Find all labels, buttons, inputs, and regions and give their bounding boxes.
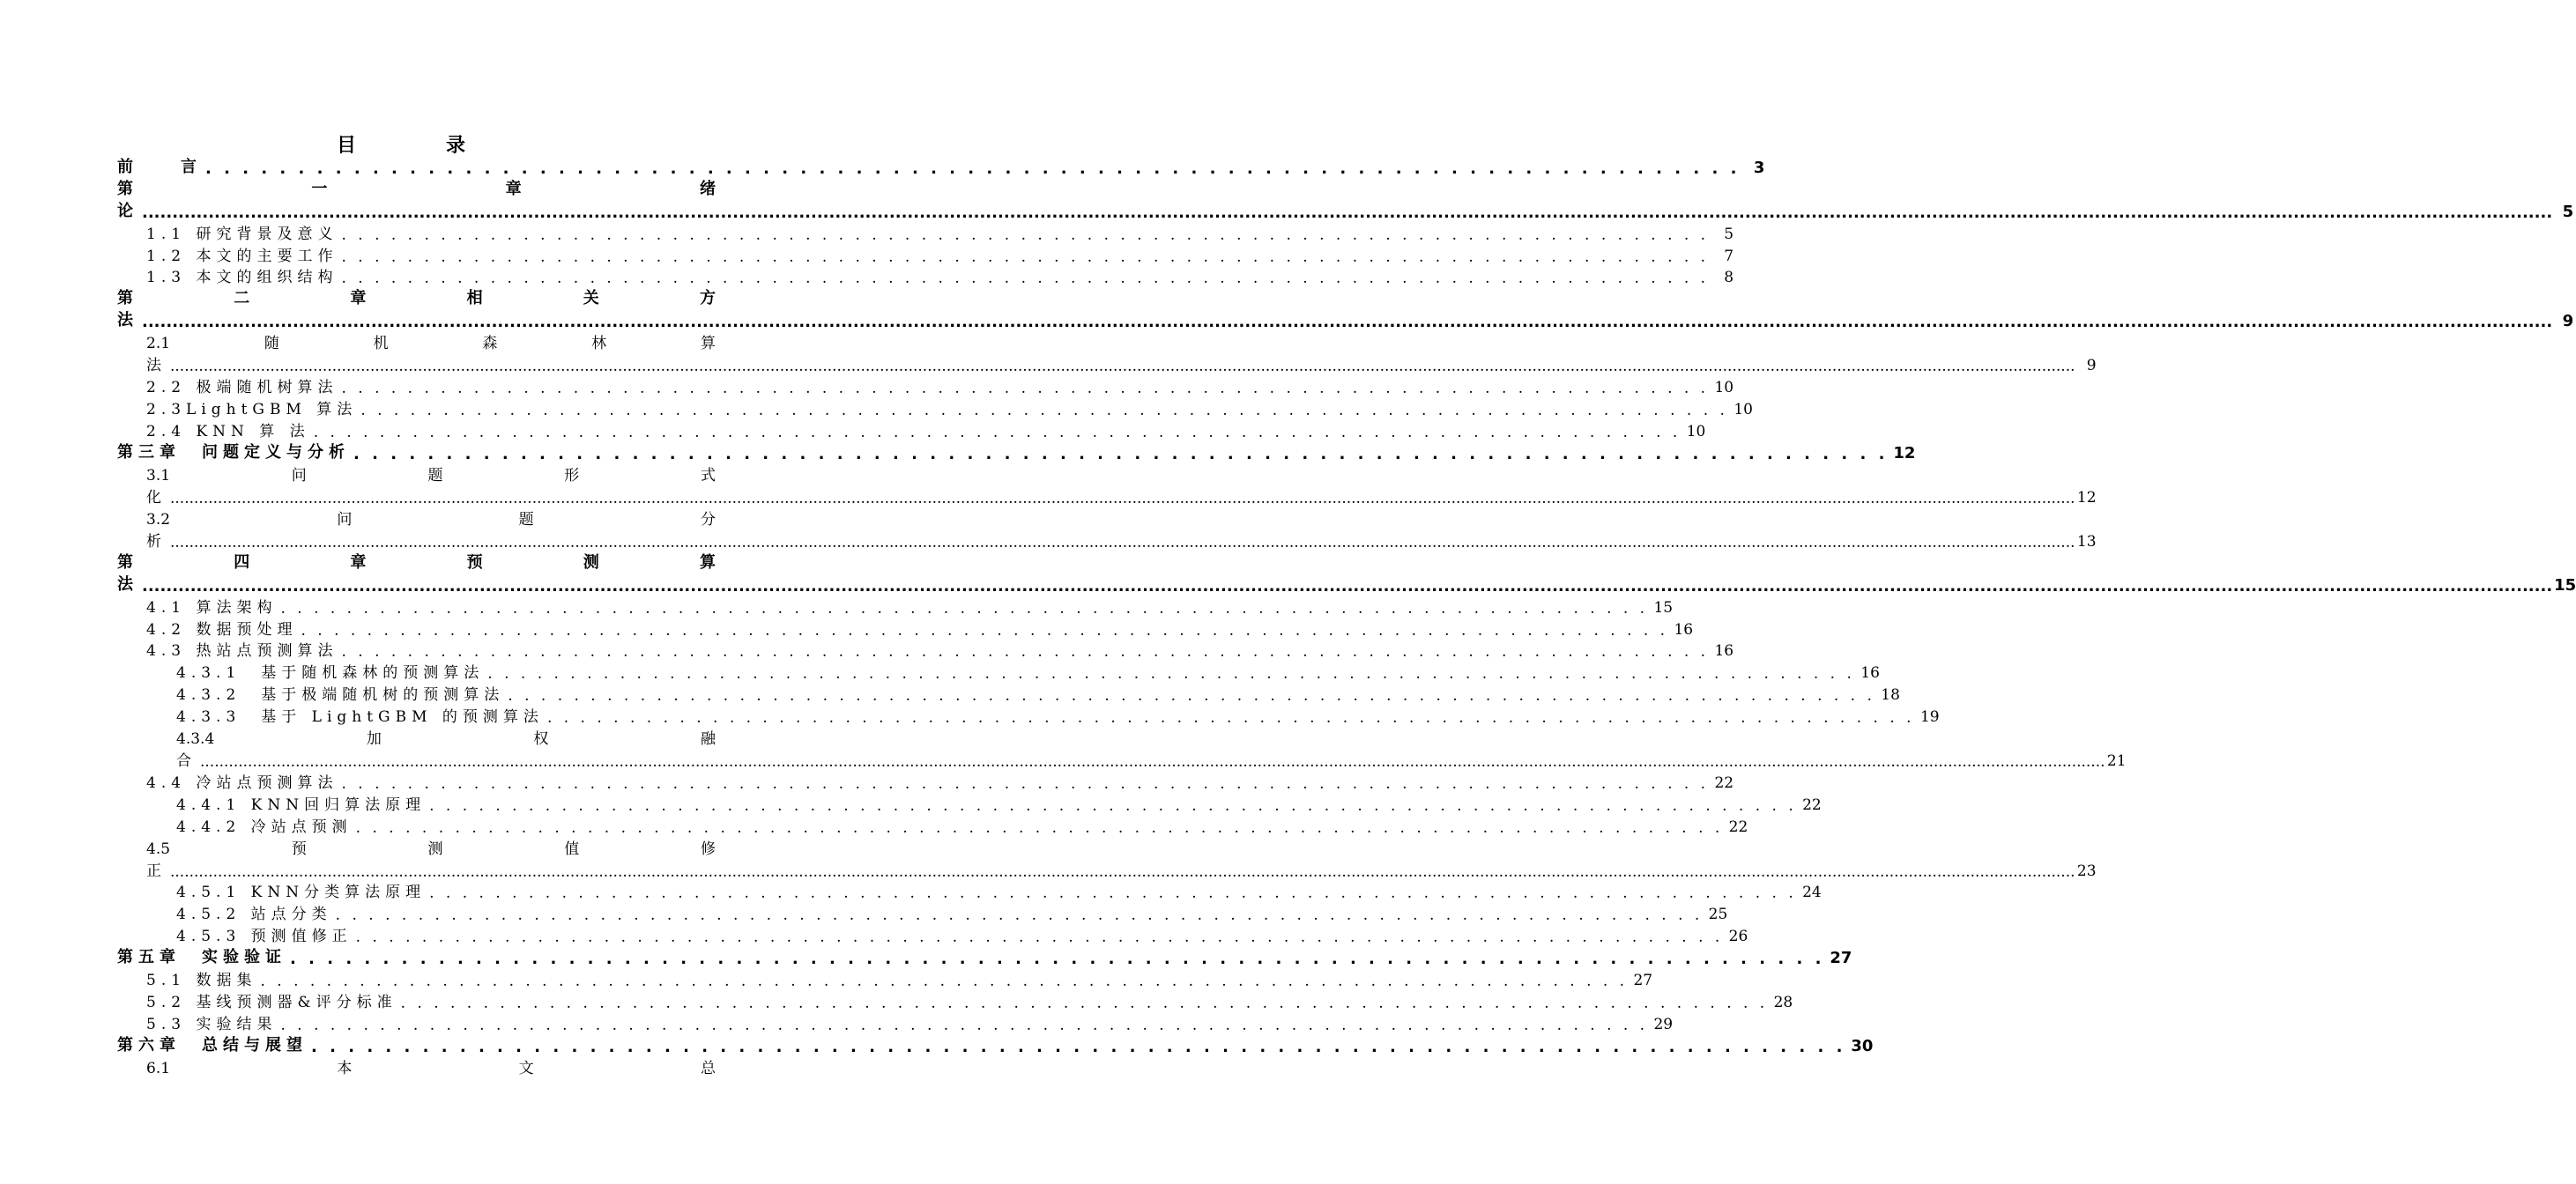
dot-leader: . . . . . . . . . . . . . . . . . . . . . . . . . . . . . . . . . . . . . . . . . . . . . . . . . . . . . . . . . . . . . . . . . . . . . . . . . . . . . . . . . . . (341, 643, 1710, 661)
dot-leader: . . . . . . . . . . . . . . . . . . . . . . . . . . . . . . . . . . . . . . . . . . . . . . . . . . . . . . . . . . . . . . . . . . . . . . . . . . . . . . . . . . . (353, 445, 1889, 463)
toc-page-number: 30 (1851, 1037, 1874, 1055)
dot-leader: . . . . . . . . . . . . . . . . . . . . . . . . . . . . . . . . . . . . . . . . . . . . . . . . . . . . . . . . . . . . . . . . . . . . . . . . . . . . . . . . . . . (341, 775, 1710, 793)
toc-entry[interactable] (146, 374, 1734, 397)
toc-entry-label-part: 章 (350, 553, 367, 572)
toc-entry-continuation[interactable] (117, 308, 2574, 331)
toc-entry-label: 2.3LightGBM 算法 (146, 401, 358, 418)
dot-leader: ................................................................................................................................................................................................................................................................................................................................................................................................................ (170, 490, 2075, 507)
toc-entry-label-part: 算 (700, 335, 716, 352)
dot-leader: . . . . . . . . . . . . . . . . . . . . . . . . . . . . . . . . . . . . . . . . . . . . . . . . . . . . . . . . . . . . . . . . . . . . . . . . . . . . . . . . . . . (360, 402, 1728, 419)
dot-leader: . . . . . . . . . . . . . . . . . . . . . . . . . . . . . . . . . . . . . . . . . . . . . . . . . . . . . . . . . . . . . . . . . . . . . . . . . . . . . . . . . . . (341, 270, 1710, 287)
toc-entry[interactable] (146, 330, 716, 352)
dot-leader: ................................................................................................................................................................................................................................................................................................................................................................................................................ (142, 204, 2553, 222)
toc-entry[interactable] (146, 595, 1674, 618)
toc-entry-label: 4.5.3 预测值修正 (176, 928, 353, 945)
toc-entry-label: 合 (176, 752, 197, 770)
toc-page-number: 16 (1674, 621, 1694, 639)
toc-page-number: 16 (1860, 664, 1880, 682)
toc-entry-label: 4.5.2 站点分类 (176, 906, 332, 923)
toc-entry-label-part: 章 (505, 180, 522, 198)
toc-entry-label-part: 分 (700, 511, 716, 529)
toc-entry-continuation[interactable] (146, 529, 2097, 551)
toc-entry[interactable] (146, 967, 1653, 990)
dot-leader: . . . . . . . . . . . . . . . . . . . . . . . . . . . . . . . . . . . . . . . . . . . . . . . . . . . . . . . . . . . . . . . . . . . . . . . . . . . . . . . . . . . (313, 424, 1681, 441)
toc-page-number: 15 (1653, 599, 1674, 617)
toc-page-number: 24 (1802, 884, 1822, 901)
toc-entry[interactable] (146, 989, 1793, 1012)
toc-entry-label: 4.4 冷站点预测算法 (146, 774, 338, 792)
toc-entry[interactable] (176, 726, 716, 748)
toc-page-number: 10 (1714, 379, 1734, 396)
toc-entry[interactable] (117, 551, 716, 573)
toc-entry-label: 化 (146, 489, 167, 507)
toc-entry-label-part: 一 (311, 180, 328, 198)
toc-page-number: 26 (1728, 928, 1748, 945)
toc-entry-label: 1.3 本文的组织结构 (146, 269, 338, 286)
toc-entry-label-part: 题 (518, 511, 534, 529)
toc-entry-label: 4.3.2 基于极端随机树的预测算法 (176, 686, 505, 704)
toc-entry-label: 5.2 基线预测器&评分标准 (146, 994, 397, 1011)
toc-entry-label: 法 (117, 311, 138, 329)
toc-entry-label-part: 章 (350, 289, 367, 307)
toc-page-number: 10 (1686, 423, 1706, 440)
toc-entry-label-part: 题 (427, 467, 443, 485)
toc-entry[interactable] (176, 879, 1822, 902)
toc-entry-label: 前 言 (117, 158, 202, 176)
toc-entry-label-part: 绪 (699, 180, 716, 198)
toc-page-number: 15 (2554, 576, 2576, 595)
toc-entry-label-part: 总 (700, 1060, 716, 1077)
dot-leader: . . . . . . . . . . . . . . . . . . . . . . . . . . . . . . . . . . . . . . . . . . . . . . . . . . . . . . . . . . . . . . . . . . . . . . . . . . . . . . . . . . . (260, 973, 1629, 990)
dot-leader: . . . . . . . . . . . . . . . . . . . . . . . . . . . . . . . . . . . . . . . . . . . . . . . . . . . . . . . . . . . . . . . . . . . . . . . . . . . . . . . . . . . (280, 600, 1649, 618)
toc-entry[interactable] (146, 418, 1706, 441)
toc-entry-label-part: 形 (564, 467, 580, 485)
toc-page-number: 9 (2086, 357, 2097, 374)
dot-leader: . . . . . . . . . . . . . . . . . . . . . . . . . . . . . . . . . . . . . . . . . . . . . . . . . . . . . . . . . . . . . . . . . . . . . . . . . . . . . . . . . . . (311, 1038, 1846, 1056)
toc-entry-label-part: 关 (583, 289, 599, 307)
toc-entry-label-part: 第 (117, 180, 133, 198)
dot-leader: . . . . . . . . . . . . . . . . . . . . . . . . . . . . . . . . . . . . . . . . . . . . . . . . . . . . . . . . . . . . . . . . . . . . . . . . . . . . . . . . . . . (429, 797, 1797, 815)
toc-entry-label-part: 问 (337, 511, 353, 529)
toc-entry[interactable] (176, 704, 1940, 727)
toc-entry-label: 4.3.3 基于 LightGBM 的预测算法 (176, 708, 544, 726)
toc-page-number: 18 (1881, 686, 1900, 704)
toc-page-number: 7 (1724, 248, 1734, 265)
toc-entry[interactable] (146, 221, 1734, 244)
toc-entry[interactable] (176, 814, 1748, 837)
toc-page-number: 19 (1919, 708, 1940, 726)
toc-title: 目 录 (336, 135, 501, 157)
toc-entry-label-part: 权 (533, 730, 549, 748)
toc-page-number: 27 (1830, 949, 1852, 967)
toc-entry-label: 4.4.1 KNN回归算法原理 (176, 796, 427, 814)
toc-entry[interactable] (146, 243, 1734, 266)
toc-entry-continuation[interactable] (146, 485, 2097, 507)
toc-entry[interactable] (117, 1033, 1874, 1056)
toc-page-number: 8 (1724, 269, 1734, 286)
toc-entry-label: 析 (146, 533, 167, 551)
dot-leader: . . . . . . . . . . . . . . . . . . . . . . . . . . . . . . . . . . . . . . . . . . . . . . . . . . . . . . . . . . . . . . . . . . . . . . . . . . . . . . . . . . . (335, 906, 1704, 924)
dot-leader: . . . . . . . . . . . . . . . . . . . . . . . . . . . . . . . . . . . . . . . . . . . . . . . . . . . . . . . . . . . . . . . . . . . . . . . . . . . . . . . . . . . (301, 622, 1669, 640)
toc-entry-label: 第六章 总结与展望 (117, 1036, 308, 1054)
toc-entry-continuation[interactable] (176, 748, 2127, 771)
toc-entry[interactable] (146, 1055, 716, 1077)
toc-entry-label-part: 随 (264, 335, 279, 352)
dot-leader: . . . . . . . . . . . . . . . . . . . . . . . . . . . . . . . . . . . . . . . . . . . . . . . . . . . . . . . . . . . . . . . . . . . . . . . . . . . . . . . . . . . (355, 929, 1724, 946)
toc-entry-label: 2.2 极端随机树算法 (146, 379, 338, 396)
toc-entry-label: 5.1 数据集 (146, 972, 257, 989)
toc-entry-label-part: 机 (373, 335, 389, 352)
toc-entry-label-part: 森 (482, 335, 498, 352)
toc-entry[interactable] (146, 770, 1734, 793)
toc-page-number: 29 (1653, 1016, 1674, 1033)
toc-entry-label: 1.1 研究背景及意义 (146, 226, 338, 243)
toc-entry-label: 1.2 本文的主要工作 (146, 248, 338, 265)
dot-leader: . . . . . . . . . . . . . . . . . . . . . . . . . . . . . . . . . . . . . . . . . . . . . . . . . . . . . . . . . . . . . . . . . . . . . . . . . . . . . . . . . . . (205, 159, 1741, 178)
dot-leader: . . . . . . . . . . . . . . . . . . . . . . . . . . . . . . . . . . . . . . . . . . . . . . . . . . . . . . . . . . . . . . . . . . . . . . . . . . . . . . . . . . . (508, 687, 1875, 705)
toc-entry-continuation[interactable] (146, 858, 2097, 881)
dot-leader: . . . . . . . . . . . . . . . . . . . . . . . . . . . . . . . . . . . . . . . . . . . . . . . . . . . . . . . . . . . . . . . . . . . . . . . . . . . . . . . . . . . (290, 950, 1825, 968)
dot-leader: ................................................................................................................................................................................................................................................................................................................................................................................................................ (142, 313, 2553, 331)
toc-entry-label-part: 四 (234, 553, 250, 572)
dot-leader: . . . . . . . . . . . . . . . . . . . . . . . . . . . . . . . . . . . . . . . . . . . . . . . . . . . . . . . . . . . . . . . . . . . . . . . . . . . . . . . . . . . (341, 380, 1710, 397)
toc-entry-label-part: 方 (699, 289, 716, 307)
toc-entry[interactable] (176, 901, 1728, 924)
toc-page-number: 22 (1802, 796, 1822, 814)
toc-entry-label: 法 (117, 575, 138, 594)
toc-page-number: 28 (1773, 994, 1793, 1011)
toc-page-number: 3 (1753, 159, 1765, 177)
toc-page-number: 23 (2076, 862, 2097, 880)
toc-entry-continuation[interactable] (146, 352, 2097, 375)
toc-entry[interactable] (176, 923, 1748, 946)
toc-page-number: 22 (1728, 818, 1748, 836)
toc-entry[interactable] (146, 836, 716, 858)
toc-entry[interactable] (146, 507, 716, 529)
toc-page-number: 12 (2076, 489, 2097, 507)
toc-entry-label-part: 测 (583, 553, 599, 572)
toc-entry[interactable] (117, 177, 716, 199)
toc-entry-label-part: 相 (466, 289, 483, 307)
toc-entry-label-part: 文 (518, 1060, 534, 1077)
toc-page-number: 25 (1708, 906, 1728, 923)
dot-leader: ................................................................................................................................................................................................................................................................................................................................................................................................................ (170, 534, 2075, 551)
toc-entry[interactable] (146, 396, 1753, 419)
toc-entry-label-part: 4.3.4 (176, 730, 215, 748)
toc-entry-label: 4.4.2 冷站点预测 (176, 818, 353, 836)
toc-entry-label: 第三章 问题定义与分析 (117, 443, 350, 462)
dot-leader: . . . . . . . . . . . . . . . . . . . . . . . . . . . . . . . . . . . . . . . . . . . . . . . . . . . . . . . . . . . . . . . . . . . . . . . . . . . . . . . . . . . (546, 709, 1915, 727)
dot-leader: ................................................................................................................................................................................................................................................................................................................................................................................................................ (142, 577, 2553, 596)
dot-leader: ................................................................................................................................................................................................................................................................................................................................................................................................................ (170, 863, 2075, 881)
toc-entry-label-part: 预 (291, 840, 307, 858)
toc-page-number: 27 (1633, 972, 1653, 989)
toc-page-number: 5 (1724, 226, 1734, 243)
toc-entry-label: 4.3 热站点预测算法 (146, 642, 338, 660)
toc-entry-label: 4.3.1 基于随机森林的预测算法 (176, 664, 485, 682)
toc-entry[interactable] (146, 1011, 1674, 1034)
toc-entry-label-part: 2.1 (146, 335, 171, 352)
dot-leader: . . . . . . . . . . . . . . . . . . . . . . . . . . . . . . . . . . . . . . . . . . . . . . . . . . . . . . . . . . . . . . . . . . . . . . . . . . . . . . . . . . . (487, 665, 1855, 683)
dot-leader: . . . . . . . . . . . . . . . . . . . . . . . . . . . . . . . . . . . . . . . . . . . . . . . . . . . . . . . . . . . . . . . . . . . . . . . . . . . . . . . . . . . (429, 884, 1797, 902)
toc-page-number: 12 (1893, 444, 1916, 462)
toc-entry-label-part: 本 (337, 1060, 353, 1077)
toc-entry[interactable] (117, 155, 1765, 178)
toc-entry-label-part: 3.1 (146, 467, 171, 485)
dot-leader: . . . . . . . . . . . . . . . . . . . . . . . . . . . . . . . . . . . . . . . . . . . . . . . . . . . . . . . . . . . . . . . . . . . . . . . . . . . . . . . . . . . (341, 248, 1710, 266)
dot-leader: . . . . . . . . . . . . . . . . . . . . . . . . . . . . . . . . . . . . . . . . . . . . . . . . . . . . . . . . . . . . . . . . . . . . . . . . . . . . . . . . . . . (355, 819, 1724, 837)
toc-entry-label-part: 第 (117, 289, 133, 307)
toc-entry-label-part: 测 (427, 840, 443, 858)
toc-entry-label-part: 第 (117, 553, 133, 572)
toc-entry-label-part: 修 (700, 840, 716, 858)
toc-entry[interactable] (176, 682, 1900, 705)
toc-entry-label: 法 (146, 357, 167, 374)
toc-page-number: 22 (1714, 774, 1734, 792)
toc-entry[interactable] (146, 638, 1734, 661)
toc-entry-label: 4.2 数据预处理 (146, 621, 298, 639)
toc-entry-label-part: 3.2 (146, 511, 171, 529)
toc-entry[interactable] (146, 264, 1734, 287)
dot-leader: . . . . . . . . . . . . . . . . . . . . . . . . . . . . . . . . . . . . . . . . . . . . . . . . . . . . . . . . . . . . . . . . . . . . . . . . . . . . . . . . . . . (341, 226, 1710, 244)
toc-entry-label: 4.1 算法架构 (146, 599, 278, 617)
dot-leader: . . . . . . . . . . . . . . . . . . . . . . . . . . . . . . . . . . . . . . . . . . . . . . . . . . . . . . . . . . . . . . . . . . . . . . . . . . . . . . . . . . . (280, 1017, 1649, 1034)
toc-entry-label: 5.3 实验结果 (146, 1016, 278, 1033)
toc-entry-label-part: 融 (701, 730, 716, 748)
toc-entry-label: 正 (146, 862, 167, 880)
toc-page-number: 16 (1714, 642, 1734, 660)
toc-entry-continuation[interactable] (117, 573, 2576, 596)
toc-entry[interactable] (146, 462, 716, 485)
toc-entry[interactable] (117, 945, 1852, 968)
toc-page-number: 21 (2106, 752, 2127, 770)
toc-entry[interactable] (117, 286, 716, 308)
toc-entry-label-part: 值 (564, 840, 580, 858)
toc-entry-label-part: 二 (234, 289, 250, 307)
toc-entry-label-part: 预 (466, 553, 483, 572)
toc-entry-continuation[interactable] (117, 199, 2574, 222)
toc-page-number: 13 (2076, 533, 2097, 551)
toc-page-number: 9 (2562, 312, 2574, 330)
toc-entry-label-part: 算 (699, 553, 716, 572)
dot-leader: ................................................................................................................................................................................................................................................................................................................................................................................................................ (200, 753, 2105, 771)
toc-entry[interactable] (176, 660, 1880, 683)
toc-page-number: 5 (2562, 203, 2574, 221)
toc-entry-label: 4.5.1 KNN分类算法原理 (176, 884, 427, 901)
toc-entry-label: 论 (117, 202, 138, 220)
toc-entry-label-part: 林 (591, 335, 607, 352)
toc-entry-label-part: 4.5 (146, 840, 171, 858)
toc-entry-label-part: 问 (291, 467, 307, 485)
toc-entry[interactable] (117, 440, 1916, 463)
toc-entry-label-part: 式 (700, 467, 716, 485)
toc-entry[interactable] (176, 792, 1822, 815)
toc-entry-label-part: 6.1 (146, 1060, 171, 1077)
dot-leader: ................................................................................................................................................................................................................................................................................................................................................................................................................ (170, 358, 2075, 375)
toc-page-number: 10 (1733, 401, 1753, 418)
toc-entry[interactable] (146, 617, 1694, 640)
toc-entry-label: 第五章 实验验证 (117, 948, 286, 966)
toc-entry-label-part: 加 (366, 730, 382, 748)
toc-entry-label: 2.4 KNN 算 法 (146, 423, 310, 440)
dot-leader: . . . . . . . . . . . . . . . . . . . . . . . . . . . . . . . . . . . . . . . . . . . . . . . . . . . . . . . . . . . . . . . . . . . . . . . . . . . . . . . . . . . (400, 995, 1769, 1012)
